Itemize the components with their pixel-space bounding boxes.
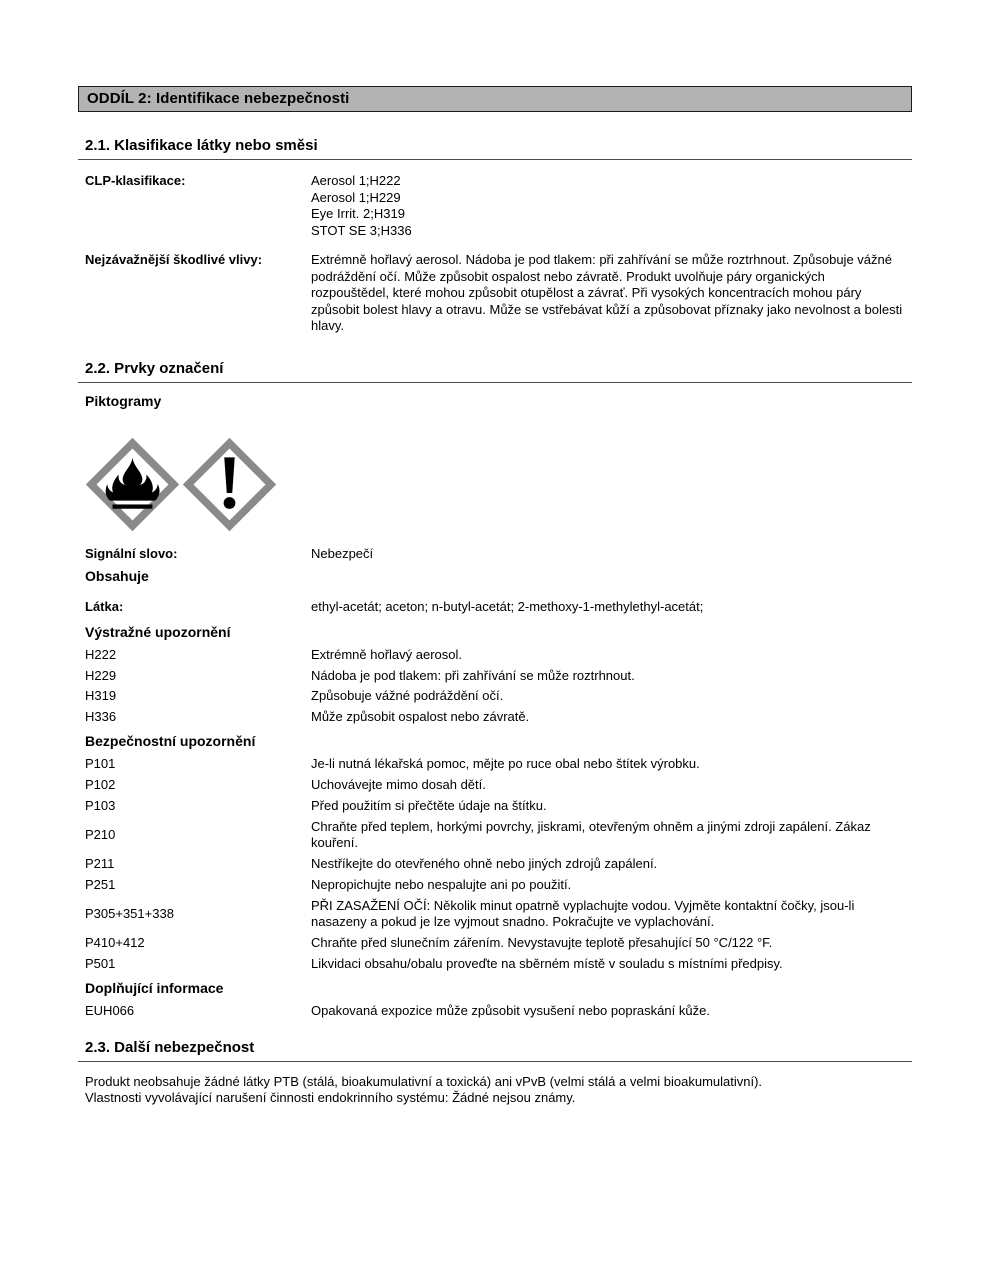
precautionary-statement-text: Nestříkejte do otevřeného ohně nebo jiných zdrojů zapálení.	[311, 856, 658, 872]
substance-label: Látka:	[85, 599, 124, 614]
precautionary-statement-row	[85, 933, 905, 954]
additional-info-heading: Doplňující informace	[85, 979, 224, 996]
adverse-effects-label: Nejzávažnější škodlivé vlivy:	[85, 252, 263, 267]
precautionary-statement-row	[85, 796, 905, 817]
precautionary-statement-row	[85, 854, 905, 875]
heading-2-3: 2.3. Další nebezpečnost	[78, 1039, 912, 1062]
precautionary-statement-code: P211	[85, 856, 115, 872]
hazard-statement-code: H336	[85, 709, 117, 725]
substance-row	[85, 599, 905, 616]
contains-heading: Obsahuje	[85, 568, 149, 584]
heading-2-1: 2.1. Klasifikace látky nebo směsi	[78, 137, 912, 160]
precautionary-statement-row	[85, 817, 905, 854]
other-hazards-paragraph	[85, 1074, 905, 1107]
hazard-statement-row	[85, 665, 905, 686]
precautionary-statement-code: P103	[85, 797, 116, 813]
precautionary-statement-text: Uchovávejte mimo dosah dětí.	[311, 777, 486, 793]
precautionary-statements-heading: Bezpečnostní upozornění	[85, 733, 256, 749]
precautionary-statement-code: P410+412	[85, 935, 145, 951]
clp-classification-label: CLP-klasifikace:	[85, 173, 186, 188]
clp-classification-values	[311, 173, 905, 239]
clp-classification-line: Aerosol 1;H222	[311, 173, 401, 188]
hazard-statement-row	[85, 707, 905, 728]
precautionary-statement-code: P305+351+338	[85, 906, 174, 922]
clp-classification-line: STOT SE 3;H336	[311, 222, 412, 238]
precautionary-statement-text: Chraňte před slunečním zářením. Nevystavujte teplotě přesahující 50 °C/122 °F.	[311, 935, 773, 951]
precautionary-statement-row	[85, 896, 905, 933]
precautionary-statement-text: Je-li nutná lékařská pomoc, mějte po ruce obal nebo štítek výrobku.	[311, 756, 700, 772]
signal-word-label: Signální slovo:	[85, 545, 178, 561]
additional-info-row	[85, 1001, 905, 1022]
hazard-statements-list	[85, 645, 905, 729]
precautionary-statement-code: P501	[85, 956, 116, 972]
hazard-statements-heading: Výstražné upozornění	[85, 623, 231, 640]
clp-classification-line: Eye Irrit. 2;H319	[311, 206, 405, 221]
pictograms-heading: Piktogramy	[85, 392, 162, 409]
substance-value: ethyl-acetát; aceton; n-butyl-acetát; 2-methoxy-1-methylethyl-acetát;	[311, 599, 704, 614]
other-hazards-line: Vlastnosti vyvolávající narušení činnosti endokrinního systému: Žádné nejsou známy.	[85, 1090, 576, 1106]
flame-pictogram-icon	[85, 437, 180, 532]
precautionary-statement-text: PŘI ZASAŽENÍ OČÍ: Několik minut opatrně vyplachujte vodou. Vyjměte kontaktní čočky, jsou-li nasazeny a pokud je lze vyjmout snadno. Pokračujte ve vyplachování.	[311, 897, 855, 930]
clp-classification-line: Aerosol 1;H229	[311, 189, 401, 205]
hazard-statement-row	[85, 686, 905, 707]
hazard-statement-code: H229	[85, 667, 117, 683]
precautionary-statement-code: P102	[85, 777, 116, 793]
clp-classification-row	[85, 173, 905, 239]
hazard-statement-text: Nádoba je pod tlakem: při zahřívání se může roztrhnout.	[311, 667, 635, 683]
signal-word-row	[85, 546, 905, 563]
precautionary-statement-row	[85, 754, 905, 775]
precautionary-statement-code: P210	[85, 827, 116, 843]
hazard-statement-code: H222	[85, 646, 117, 662]
section-2-header-bar	[78, 86, 912, 112]
additional-info-code: EUH066	[85, 1003, 135, 1019]
precautionary-statement-code: P251	[85, 877, 116, 893]
signal-word-value: Nebezpečí	[311, 545, 374, 561]
precautionary-statement-text: Nepropichujte nebo nespalujte ani po použití.	[311, 877, 572, 893]
exclamation-mark-pictogram-icon	[182, 437, 277, 532]
hazard-statement-text: Může způsobit ospalost nebo závratě.	[311, 709, 530, 725]
hazard-statement-row	[85, 645, 905, 666]
precautionary-statement-row	[85, 775, 905, 796]
other-hazards-line: Produkt neobsahuje žádné látky PTB (stálá, bioakumulativní a toxická) ani vPvB (velmi stálá a velmi bioakumulativní).	[85, 1073, 763, 1089]
precautionary-statement-code: P101	[85, 756, 116, 772]
additional-info-text: Opakovaná expozice může způsobit vysušení nebo popraskání kůže.	[311, 1003, 710, 1019]
additional-info-list	[85, 1001, 905, 1022]
precautionary-statement-text: Likvidaci obsahu/obalu proveďte na sběrném místě v souladu s místními předpisy.	[311, 956, 783, 972]
pictograms-group	[85, 437, 905, 532]
hazard-statement-text: Způsobuje vážné podráždění očí.	[311, 688, 504, 704]
precautionary-statement-text: Před použitím si přečtěte údaje na štítku.	[311, 797, 547, 813]
precautionary-statement-row	[85, 875, 905, 896]
adverse-effects-row	[85, 252, 905, 335]
precautionary-statement-row	[85, 954, 905, 975]
precautionary-statements-list	[85, 754, 905, 975]
section-2-title: ODDÍL 2: Identifikace nebezpečnosti	[87, 90, 350, 107]
adverse-effects-text: Extrémně hořlavý aerosol. Nádoba je pod tlakem: při zahřívání se může roztrhnout. Způsobuje vážné podráždění očí. Může způsobit ospalost nebo závratě. Produkt uvolňuje páry organických rozpouštědel, které mohou způsobit otupělost a závrať. Při vysokých koncentracích mohou páry způsobit bolest hlavy a otravu. Může se vstřebávat kůží a způsobovat příznaky jako nevolnost a bolesti hlavy.	[311, 252, 903, 333]
precautionary-statement-text: Chraňte před teplem, horkými povrchy, jiskrami, otevřeným ohněm a jinými zdroji zapálení. Zákaz kouření.	[311, 818, 871, 851]
hazard-statement-code: H319	[85, 688, 117, 704]
heading-2-2: 2.2. Prvky označení	[78, 360, 912, 383]
hazard-statement-text: Extrémně hořlavý aerosol.	[311, 646, 463, 662]
